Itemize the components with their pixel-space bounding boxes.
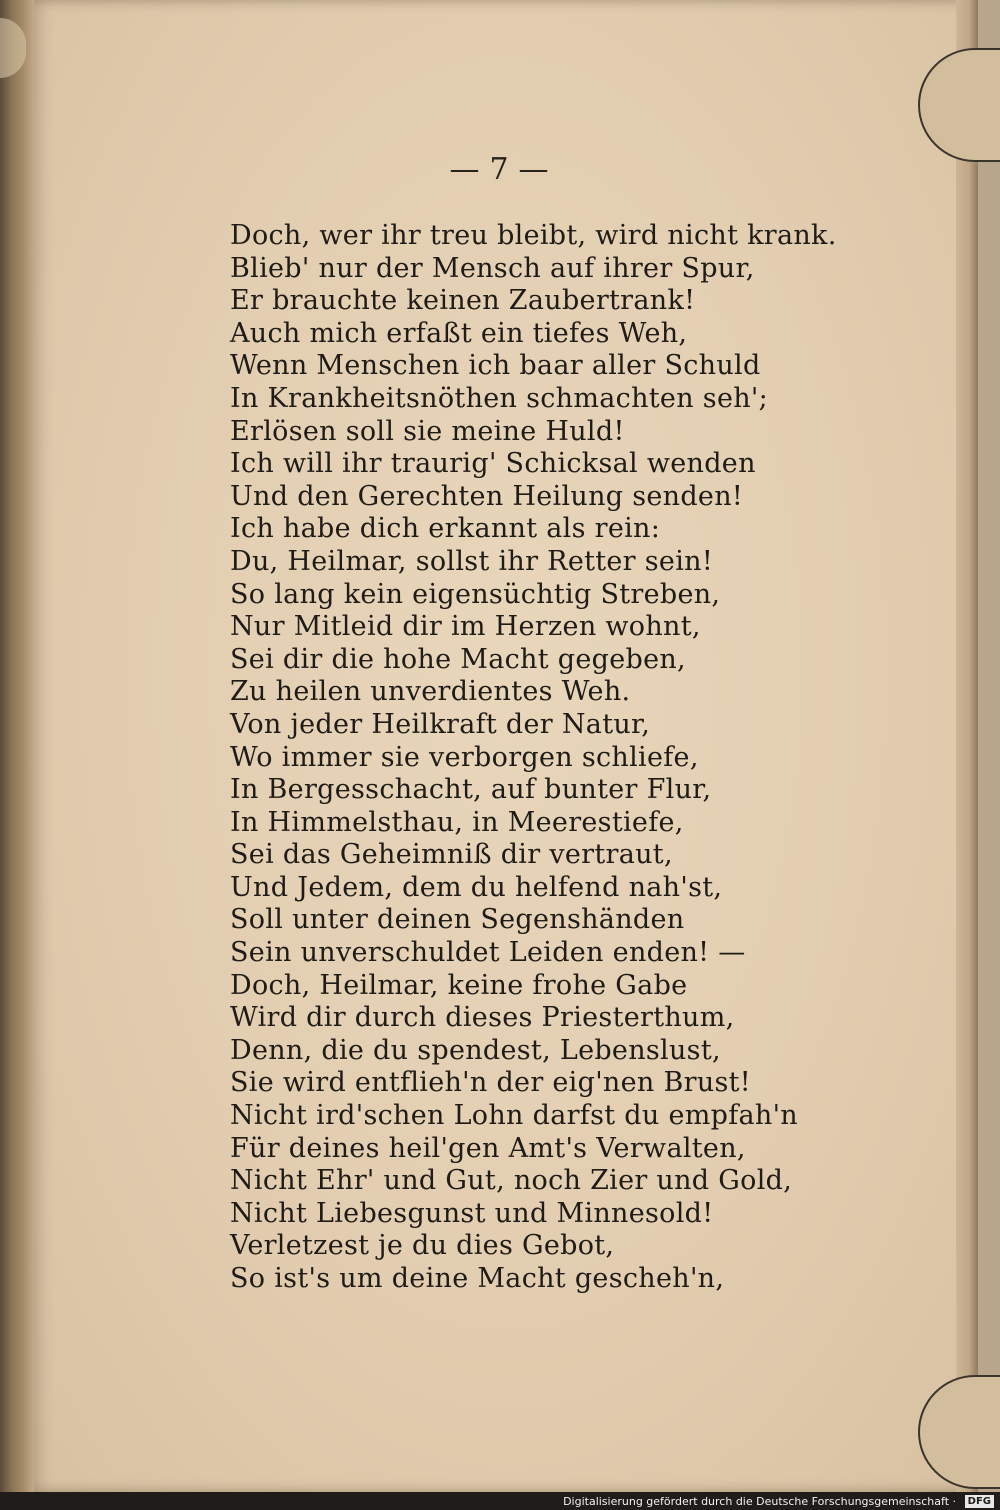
poem-line: Sein unverschuldet Leiden enden! — (230, 937, 746, 969)
page-number-value: 7 (489, 152, 511, 187)
poem-line: Soll unter deinen Segenshänden (230, 904, 685, 936)
poem-line: So ist's um deine Macht gescheh'n, (230, 1263, 725, 1294)
poem-line: Auch mich erfaßt ein tiefes Weh, (230, 317, 688, 349)
poem-line: Doch, Heilmar, keine frohe Gabe (230, 969, 688, 1001)
poem-line: Nicht Ehr' und Gut, noch Zier und Gold, (230, 1165, 793, 1197)
poem-line: Nicht ird'schen Lohn darfst du empfah'n (230, 1100, 798, 1132)
poem-line: Zu heilen unverdientes Weh. (230, 676, 631, 708)
page-edge (956, 0, 978, 1492)
poem-line: So lang kein eigensüchtig Streben, (230, 578, 721, 610)
poem-line: Denn, die du spendest, Lebenslust, (230, 1034, 721, 1066)
poem-line: Erlösen soll sie meine Huld! (230, 415, 625, 447)
poem-line: Wenn Menschen ich baar aller Schuld (230, 350, 761, 382)
poem-line: Doch, wer ihr treu bleibt, wird nicht krank. (230, 220, 837, 251)
poem-text (230, 220, 850, 1296)
poem-line: Sie wird entflieh'n der eig'nen Brust! (230, 1067, 751, 1099)
poem-line: Für deines heil'gen Amt's Verwalten, (230, 1132, 746, 1164)
poem-line: Du, Heilmar, sollst ihr Retter sein! (230, 545, 713, 577)
attribution-bar (0, 1492, 1000, 1510)
binding-notch (0, 18, 26, 78)
poem-line: Und den Gerechten Heilung senden! (230, 480, 744, 512)
poem-line: Verletzest je du dies Gebot, (230, 1230, 615, 1262)
poem-line: Ich habe dich erkannt als rein: (230, 513, 661, 545)
poem-line: Nicht Liebesgunst und Minnesold! (230, 1197, 714, 1229)
poem-line: Nur Mitleid dir im Herzen wohnt, (230, 611, 701, 643)
poem-line: Blieb' nur der Mensch auf ihrer Spur, (230, 252, 755, 284)
attribution-text: Digitalisierung gefördert durch die Deutsche Forschungsgemeinschaft · (563, 1495, 956, 1508)
poem-line: Sei dir die hohe Macht gegeben, (230, 643, 686, 675)
poem-line: Wird dir durch dieses Priesterthum, (230, 1002, 735, 1034)
poem-line: Von jeder Heilkraft der Natur, (230, 708, 651, 740)
page-number-dash-right: — (518, 152, 551, 187)
dfg-logo: DFG (965, 1495, 994, 1508)
page-number (420, 152, 580, 187)
poem-line: In Bergesschacht, auf bunter Flur, (230, 774, 712, 806)
poem-line: Sei das Geheimniß dir vertraut, (230, 839, 673, 871)
poem-line: Ich will ihr traurig' Schicksal wenden (230, 448, 756, 480)
book-binding (0, 0, 34, 1510)
poem-line: In Himmelsthau, in Meerestiefe, (230, 806, 684, 838)
poem-line: Er brauchte keinen Zaubertrank! (230, 285, 696, 317)
poem-line: In Krankheitsnöthen schmachten seh'; (230, 382, 769, 414)
poem-line: Und Jedem, dem du helfend nah'st, (230, 871, 723, 903)
poem-line: Wo immer sie verborgen schliefe, (230, 741, 699, 773)
page-number-dash-left: — (449, 152, 482, 187)
